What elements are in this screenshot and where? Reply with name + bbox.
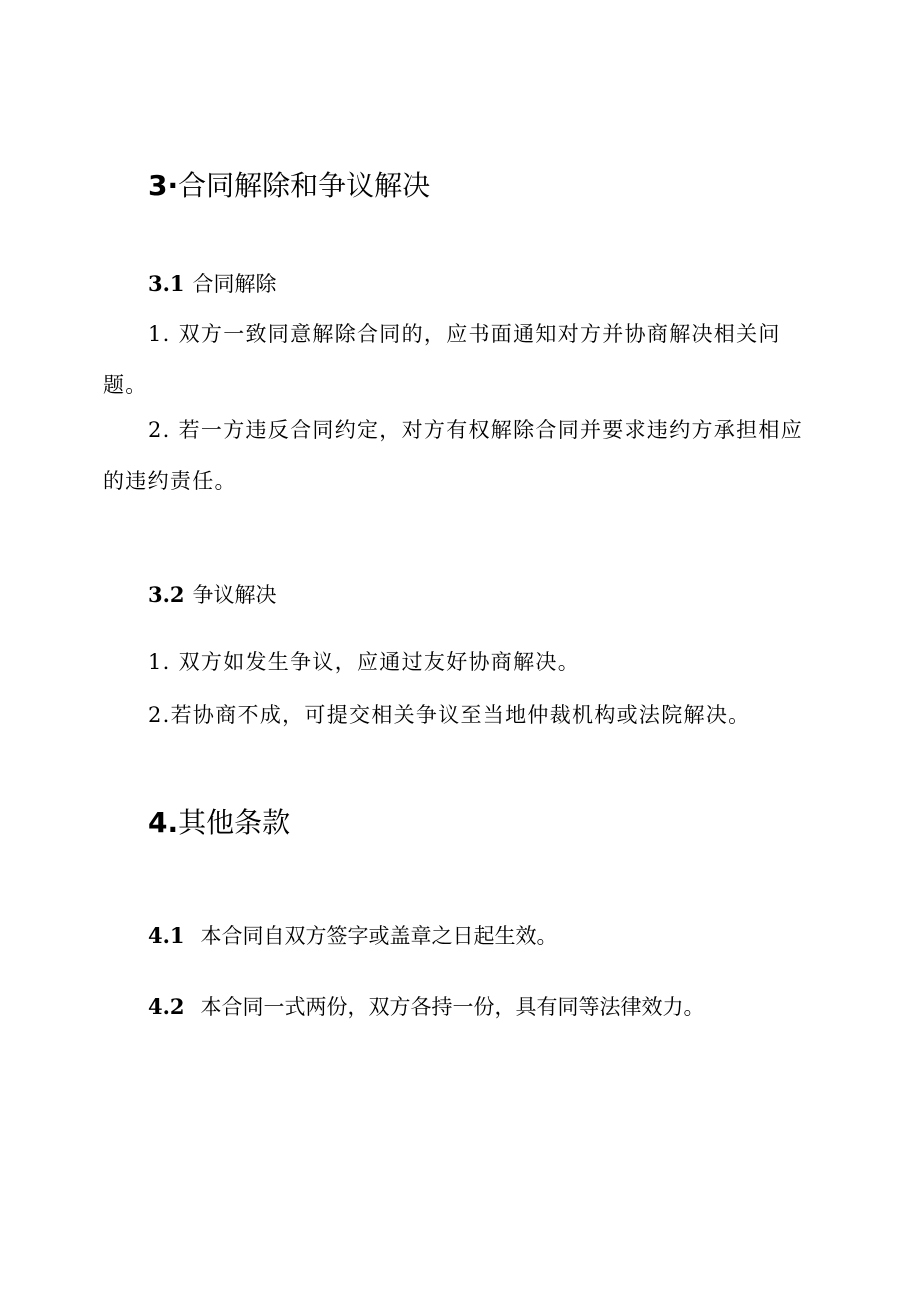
section-3-heading xyxy=(148,169,430,203)
section-4-number: 4. xyxy=(148,806,179,839)
clause-4-2-number: 4.2 xyxy=(148,994,185,1019)
clause-4-2-text: 本合同一式两份，双方各持一份，具有同等法律效力。 xyxy=(200,995,705,1019)
clause-4-1 xyxy=(148,921,558,951)
subsection-3-1-number: 3.1 xyxy=(148,271,185,296)
clause-4-1-number: 4.1 xyxy=(148,923,185,948)
subsection-3-1-title: 合同解除 xyxy=(192,272,277,296)
clause-3-1-item-2: 2. 若一方违反合同约定，对方有权解除合同并要求违约方承担相应的违约责任。 xyxy=(103,418,804,493)
subsection-3-1-heading xyxy=(148,270,277,298)
section-3-number: 3· xyxy=(148,169,179,202)
subsection-3-2-heading xyxy=(148,581,277,609)
section-3-title: 合同解除和争议解决 xyxy=(178,169,431,202)
clause-4-1-text: 本合同自双方签字或盖章之日起生效。 xyxy=(200,924,558,948)
subsection-3-2-title: 争议解决 xyxy=(192,583,277,607)
clause-3-2-item-1: 1. 双方如发生争议，应通过友好协商解决。 xyxy=(148,650,581,674)
section-4-title: 其他条款 xyxy=(178,806,291,839)
clause-3-2-item-2: 2.若协商不成，可提交相关争议至当地仲裁机构或法院解决。 xyxy=(148,703,751,727)
subsection-3-2-number: 3.2 xyxy=(148,582,185,607)
clause-4-2 xyxy=(148,992,705,1022)
clause-3-1-item-1: 1. 双方一致同意解除合同的，应书面通知对方并协商解决相关问题。 xyxy=(103,322,781,397)
section-4-heading xyxy=(148,806,290,840)
